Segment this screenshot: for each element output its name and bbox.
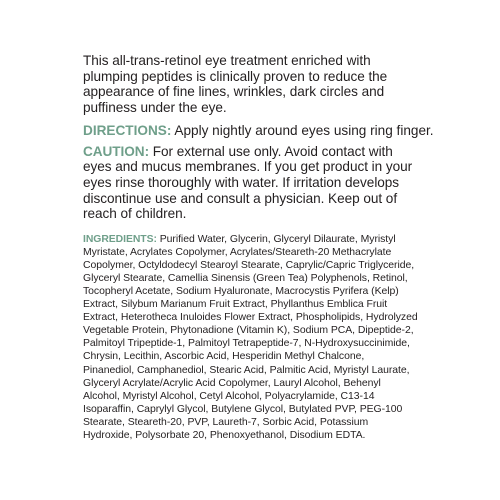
directions-text: Apply nightly around eyes using ring finger. [171, 122, 434, 138]
ingredients-section [83, 233, 418, 442]
ingredients-text: Purified Water, Glycerin, Glyceryl Dilaurate, Myristyl Myristate, Acrylates Copolymer, Acrylates/Steareth-20 Methacrylate Copolymer, Octyldodecyl Stearoyl Stearate, Caprylic/Capric Triglyceride, Glyceryl Stearate, Camellia Sinensis (Green Tea) Polyphenols, Retinol, Tocopheryl Acetate, Sodium Hyaluronate, Macrocystis Pyrifera (Kelp) Extract, Silybum Marianum Fruit Extract, Phyllanthus Emblica Fruit Extract, Heterotheca Inuloides Flower Extract, Phospholipids, Hydrolyzed Vegetable Protein, Phytonadione (Vitamin K), Sodium PCA, Dipeptide-2, Palmitoyl Tripeptide-1, Palmitoyl Tetrapeptide-7, N-Hydroxysuccinimide, Chrysin, Lecithin, Ascorbic Acid, Hesperidin Methyl Chalcone, Pinanediol, Camphanediol, Stearic Acid, Palmitic Acid, Myristyl Laurate, Glyceryl Acrylate/Acrylic Acid Copolymer, Lauryl Alcohol, Behenyl Alcohol, Myristyl Alcohol, Cetyl Alcohol, Polyacrylamide, C13-14 Isoparaffin, Caprylyl Glycol, Butylene Glycol, Butylated PVP, PEG-100 Stearate, Steareth-20, PVP, Laureth-7, Sorbic Acid, Potassium Hydroxide, Polysorbate 20, Phenoxyethanol, Disodium EDTA. [83, 234, 418, 441]
ingredients-label: INGREDIENTS: [83, 234, 157, 246]
directions-section [83, 122, 434, 139]
directions-label: DIRECTIONS: [83, 122, 172, 138]
label-text-panel [83, 53, 434, 442]
product-description: This all-trans-retinol eye treatment enriched with plumping peptides is clinically proven to reduce the appearance of fine lines, wrinkles, dark circles and puffiness under the eye. [83, 53, 388, 116]
caution-text: For external use only. Avoid contact with eyes and mucus membranes. If you get product in your eyes rinse thoroughly with water. If irritation develops discontinue use and consult a physician. Keep out of reach of children. [83, 143, 413, 222]
caution-label: CAUTION: [83, 143, 150, 159]
caution-section [83, 144, 418, 223]
